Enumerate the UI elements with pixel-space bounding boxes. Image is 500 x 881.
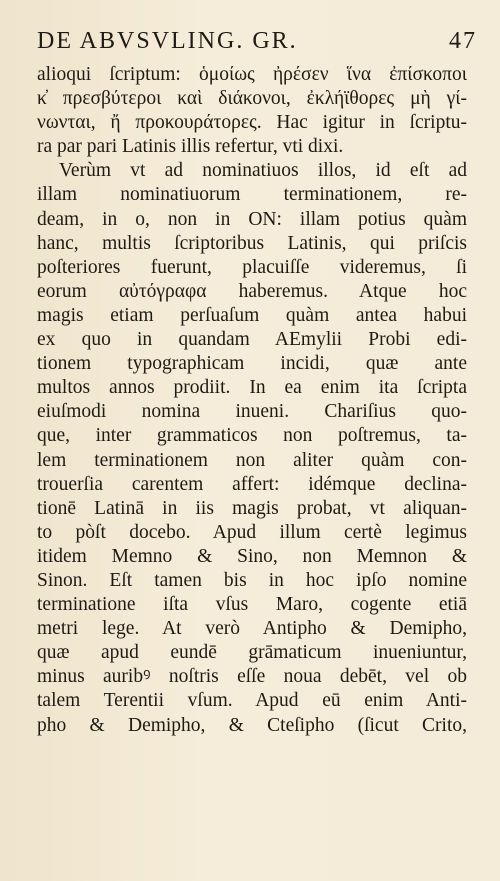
text-line: hanc, multis ſcriptoribus Latinis, qui priſcis: [37, 232, 467, 254]
text-line: illam nominatiuorum terminationem, re-: [37, 184, 467, 206]
running-header: [37, 28, 477, 55]
text-line: tionē Latinā in iis magis probat, vt aliquan-: [37, 497, 467, 519]
text-line: lem terminationem non aliter quàm con-: [37, 449, 467, 471]
text-line: talem Terentii vſum. Apud eū enim Anti-: [37, 690, 467, 712]
text-line: trouerſia carentem affert: idémque declina-: [37, 473, 467, 495]
text-line: metri lege. At verò Antipho & Demipho,: [37, 618, 467, 640]
text-line: to pòſt docebo. Apud illum certè legimus: [37, 521, 467, 543]
body-text: [37, 63, 467, 738]
text-line: Sinon. Eſt tamen bis in hoc ipſo nomine: [37, 569, 467, 591]
text-line: νωνται, ἤ προκουράτορες. Hac igitur in ſcriptu-: [37, 112, 467, 134]
text-line: quæ apud eundē grāmaticum inueniuntur,: [37, 642, 467, 664]
text-line: deam, in o, non in ON: illam potius quàm: [37, 208, 467, 230]
page-number: 47: [449, 28, 477, 54]
text-line: poſteriores fuerunt, placuiſſe videremus, ſi: [37, 256, 467, 278]
text-line: eiuſmodi nomina inueni. Chariſius quo-: [37, 401, 467, 423]
text-line: eorum αὐτόγραφα haberemus. Atque hoc: [37, 280, 467, 302]
text-line: terminatione iſta vſus Maro, cogente etiā: [37, 594, 467, 616]
text-line: alioqui ſcriptum: ὁμοίως ἠρέσεν ἵνα ἐπίσκοποι: [37, 64, 467, 85]
text-line: itidem Memno & Sino, non Memnon &: [37, 545, 467, 567]
text-line: que, inter grammaticos non poſtremus, ta-: [37, 425, 467, 447]
text-line: multos annos prodiit. In ea enim ita ſcripta: [37, 377, 467, 399]
text-line: pho & Demipho, & Cteſipho (ſicut Crito,: [37, 714, 467, 736]
text-line: Verùm vt ad nominatiuos illos, id eſt ad: [59, 160, 467, 182]
text-line: minus auribꝰ noſtris eſſe noua debēt, vel ob: [37, 666, 467, 688]
text-line: tionem typographicam incidi, quæ ante: [37, 353, 467, 375]
text-line: ra par pari Latinis illis refertur, vti dixi.: [37, 136, 344, 158]
text-line: magis etiam perſuaſum quàm antea habui: [37, 304, 467, 326]
text-line: ex quo in quandam AEmylii Probi edi-: [37, 329, 467, 351]
running-title: DE ABVSVLING. GR.: [37, 28, 298, 54]
text-line: κ̓ πρεσβύτεροι καὶ διάκονοι, ἐκλήϊθορες μὴ γί-: [37, 88, 467, 110]
